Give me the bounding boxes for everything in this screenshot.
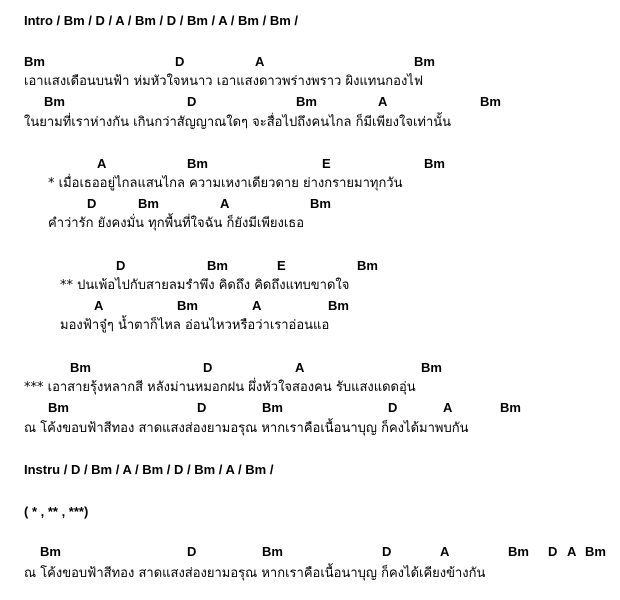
chord-label: Bm xyxy=(138,196,159,211)
chord-row xyxy=(0,298,620,314)
chord-label: D xyxy=(197,400,207,415)
lyric-line: *** เอาสายรุ้งหลากสี หลังม่านหมอกฝน ผึ่งหัวใจสองคน รับแสงแดดอุ่น xyxy=(24,380,416,395)
chord-label: D xyxy=(175,54,185,69)
lyric-line: คำว่ารัก ยังคงมั่น ทุกพื้นที่ใจฉัน ก็ยังมีเพียงเธอ xyxy=(48,216,305,231)
chord-label: Bm xyxy=(207,258,228,273)
chord-label: D xyxy=(87,196,97,211)
lyric-line: มองฟ้าจู๋ๆ น้ำตาก็ไหล อ่อนไหวหรือว่าเราอ่อนแอ xyxy=(60,318,330,333)
chord-row xyxy=(0,156,620,172)
lyric-line: * เมื่อเธออยู่ไกลแสนไกล ความเหงาเดียวดาย ย่างกรายมาทุกวัน xyxy=(48,176,403,191)
chord-label: Bm xyxy=(585,544,606,559)
chord-label: E xyxy=(277,258,286,273)
chord-label: D xyxy=(187,544,197,559)
chord-label: Bm xyxy=(414,54,435,69)
chord-label: Bm xyxy=(310,196,331,211)
chord-label: Bm xyxy=(296,94,317,109)
chord-row xyxy=(0,544,620,560)
chord-label: Bm xyxy=(508,544,529,559)
chord-label: A xyxy=(220,196,230,211)
chord-label: Bm xyxy=(480,94,501,109)
chord-row xyxy=(0,196,620,212)
chord-label: D xyxy=(187,94,197,109)
chord-label: A xyxy=(252,298,262,313)
chord-label: A xyxy=(255,54,265,69)
intro-line: Intro / Bm / D / A / Bm / D / Bm / A / Bm / Bm / xyxy=(24,13,298,28)
chord-label: Bm xyxy=(187,156,208,171)
lyric-line: ** ปนเพ้อไปกับสายลมรำพึง คิดถึง คิดถึงแทบขาดใจ xyxy=(60,278,350,293)
chord-label: A xyxy=(443,400,453,415)
chord-label: A xyxy=(378,94,388,109)
chord-label: D xyxy=(388,400,398,415)
lyric-line: ในยามที่เราห่างกัน เกินกว่าสัญญาณใดๆ จะสื่อไปถึงคนไกล ก็มีเพียงใจเท่านั้น xyxy=(24,115,452,130)
chord-row xyxy=(0,360,620,376)
chord-label: Bm xyxy=(357,258,378,273)
chord-label: Bm xyxy=(262,544,283,559)
chord-label: Bm xyxy=(70,360,91,375)
chord-row xyxy=(0,258,620,274)
chord-label: Bm xyxy=(262,400,283,415)
lyric-line: เอาแสงเดือนบนฟ้า ห่มหัวใจหนาว เอาแสงดาวพร่างพราว ผิงแทนกองไฟ xyxy=(24,74,424,89)
chord-label: Bm xyxy=(44,94,65,109)
chord-label: Bm xyxy=(421,360,442,375)
repeat-line: ( * , ** , ***) xyxy=(24,504,89,519)
chord-row xyxy=(0,54,620,70)
chord-label: D xyxy=(203,360,213,375)
chord-label: Bm xyxy=(24,54,45,69)
chord-label: D xyxy=(382,544,392,559)
chord-label: E xyxy=(322,156,331,171)
chord-label: Bm xyxy=(177,298,198,313)
lyric-line: ณ โค้งขอบฟ้าสีทอง สาดแสงส่องยามอรุณ หากเราคือเนื้อนาบุญ ก็คงได้มาพบกัน xyxy=(24,421,469,436)
chord-label: Bm xyxy=(40,544,61,559)
instru-line: Instru / D / Bm / A / Bm / D / Bm / A / Bm / xyxy=(24,462,274,477)
chord-label: Bm xyxy=(48,400,69,415)
chord-label: A xyxy=(567,544,577,559)
chord-label: D xyxy=(116,258,126,273)
chord-label: D xyxy=(548,544,558,559)
chord-label: Bm xyxy=(424,156,445,171)
chord-label: A xyxy=(295,360,305,375)
chord-label: A xyxy=(97,156,107,171)
chord-label: Bm xyxy=(328,298,349,313)
chord-row xyxy=(0,94,620,110)
chord-row xyxy=(0,400,620,416)
chord-label: A xyxy=(440,544,450,559)
lyric-line: ณ โค้งขอบฟ้าสีทอง สาดแสงส่องยามอรุณ หากเราคือเนื้อนาบุญ ก็คงได้เคียงข้างกัน xyxy=(24,566,486,581)
chord-label: Bm xyxy=(500,400,521,415)
chord-label: A xyxy=(94,298,104,313)
